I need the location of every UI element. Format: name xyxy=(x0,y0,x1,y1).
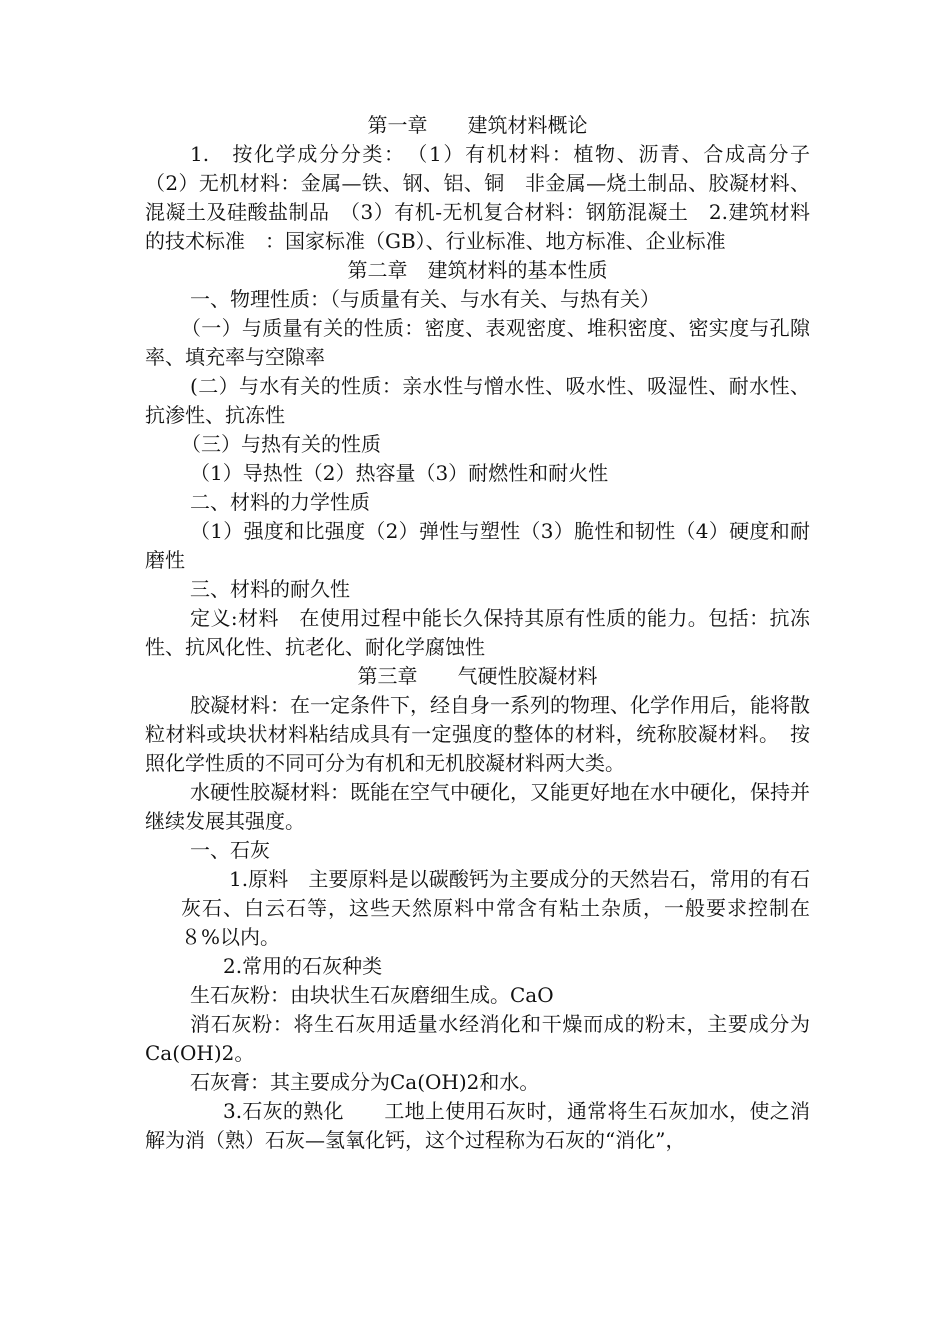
section-durability: 三、材料的耐久性 xyxy=(190,577,350,601)
subsection-heat-properties: （三）与热有关的性质 xyxy=(181,432,381,456)
chapter-2-title: 第二章 建筑材料的基本性质 xyxy=(347,258,608,282)
chapter-1-paragraph: 1. 按化学成分分类： （1）有机材料：植物、沥青、合成高分子 （2）无机材料：金属—铁、钢、铝、铜 非金属—烧土制品、胶凝材料、混凝土及硅酸盐制品 （3）有机-无机复合材料：钢筋混凝土 2.建筑材料的技术标准 ：国家标准（GB）、行业标准、地方标准、企业标准 xyxy=(145,142,830,253)
section-mechanical-properties: 二、材料的力学性质 xyxy=(190,490,370,514)
subsection-mass-properties: （一）与质量有关的性质：密度、表观密度、堆积密度、密实度与孔隙率、填充率与空隙率 xyxy=(145,316,810,369)
subsection-water-properties: (二）与水有关的性质：亲水性与憎水性、吸水性、吸湿性、耐水性、抗渗性、抗冻性 xyxy=(145,374,810,427)
lime-paste: 石灰膏：其主要成分为Ca(OH)2和水。 xyxy=(190,1070,540,1094)
lime-slaking: 3.石灰的熟化 工地上使用石灰时，通常将生石灰加水，使之消解为消（熟）石灰—氢氧化钙，这个过程称为石灰的“消化”， xyxy=(145,1099,810,1152)
document-body xyxy=(145,111,830,1155)
mechanical-properties-list: （1）强度和比强度（2）弹性与塑性（3）脆性和韧性（4）硬度和耐磨性 xyxy=(145,519,810,572)
heat-properties-list: （1）导热性（2）热容量（3）耐燃性和耐火性 xyxy=(190,461,609,485)
cementitious-definition: 胶凝材料：在一定条件下，经自身一系列的物理、化学作用后，能将散粒材料或块状材料粘结成具有一定强度的整体的材料，统称胶凝材料。 按照化学性质的不同可分为有机和无机胶凝材料两大类。 xyxy=(145,693,810,775)
section-physical-properties: 一、物理性质：（与质量有关、与水有关、与热有关） xyxy=(190,287,660,311)
durability-definition: 定义:材料 在使用过程中能长久保持其原有性质的能力。包括：抗冻性、抗风化性、抗老化、耐化学腐蚀性 xyxy=(145,606,810,659)
slaked-lime-powder: 消石灰粉：将生石灰用适量水经消化和干燥而成的粉末，主要成分为Ca(OH)2。 xyxy=(145,1012,810,1065)
lime-raw-materials: 1.原料 主要原料是以碳酸钙为主要成分的天然岩石，常用的有石灰石、白云石等，这些天然原料中常含有粘土杂质，一般要求控制在８%以内。 xyxy=(181,867,810,949)
section-lime: 一、石灰 xyxy=(190,838,270,862)
hydraulic-definition: 水硬性胶凝材料：既能在空气中硬化，又能更好地在水中硬化，保持并继续发展其强度。 xyxy=(145,780,810,833)
quicklime-powder: 生石灰粉：由块状生石灰磨细生成。CaO xyxy=(190,983,554,1007)
chapter-1-title: 第一章 建筑材料概论 xyxy=(367,113,588,137)
lime-types-heading: 2.常用的石灰种类 xyxy=(223,954,383,978)
chapter-3-title: 第三章 气硬性胶凝材料 xyxy=(357,664,598,688)
